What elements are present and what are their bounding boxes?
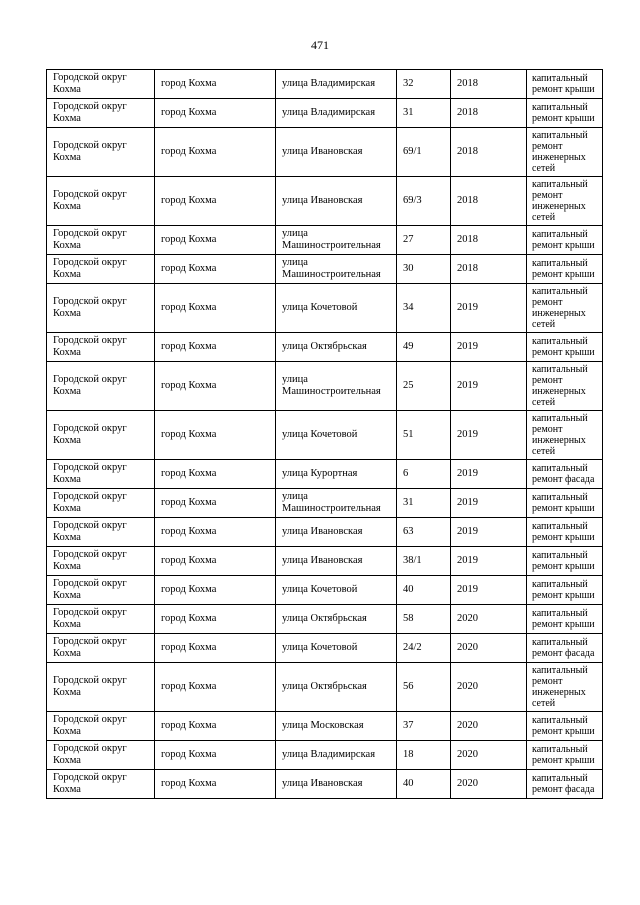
city-cell: город Кохма: [155, 284, 276, 333]
district-cell: Городской округ Кохма: [47, 576, 155, 605]
year-cell: 2018: [451, 128, 527, 177]
work-type-cell: капитальный ремонт крыши: [527, 99, 603, 128]
table-row: [47, 333, 603, 362]
table-row: [47, 547, 603, 576]
house-number-cell: 31: [397, 489, 451, 518]
street-cell: улица Владимирская: [276, 741, 397, 770]
work-type-cell: капитальный ремонт крыши: [527, 518, 603, 547]
street-cell: улица Машиностроительная: [276, 362, 397, 411]
year-cell: 2020: [451, 712, 527, 741]
city-cell: город Кохма: [155, 460, 276, 489]
house-number-cell: 6: [397, 460, 451, 489]
work-type-cell: капитальный ремонт крыши: [527, 489, 603, 518]
house-number-cell: 27: [397, 226, 451, 255]
street-cell: улица Кочетовой: [276, 284, 397, 333]
street-cell: улица Машиностроительная: [276, 226, 397, 255]
year-cell: 2019: [451, 411, 527, 460]
city-cell: город Кохма: [155, 605, 276, 634]
table-row: [47, 226, 603, 255]
table-row: [47, 70, 603, 99]
street-cell: улица Октябрьская: [276, 605, 397, 634]
city-cell: город Кохма: [155, 333, 276, 362]
year-cell: 2019: [451, 362, 527, 411]
table-row: [47, 489, 603, 518]
city-cell: город Кохма: [155, 576, 276, 605]
work-type-cell: капитальный ремонт фасада: [527, 634, 603, 663]
table-row: [47, 663, 603, 712]
house-number-cell: 30: [397, 255, 451, 284]
district-cell: Городской округ Кохма: [47, 605, 155, 634]
house-number-cell: 24/2: [397, 634, 451, 663]
year-cell: 2020: [451, 605, 527, 634]
work-type-cell: капитальный ремонт крыши: [527, 741, 603, 770]
street-cell: улица Кочетовой: [276, 576, 397, 605]
street-cell: улица Ивановская: [276, 177, 397, 226]
street-cell: улица Ивановская: [276, 547, 397, 576]
district-cell: Городской округ Кохма: [47, 284, 155, 333]
district-cell: Городской округ Кохма: [47, 770, 155, 799]
year-cell: 2018: [451, 99, 527, 128]
table-row: [47, 128, 603, 177]
city-cell: город Кохма: [155, 411, 276, 460]
table-row: [47, 518, 603, 547]
work-type-cell: капитальный ремонт инженерных сетей: [527, 128, 603, 177]
house-number-cell: 49: [397, 333, 451, 362]
district-cell: Городской округ Кохма: [47, 255, 155, 284]
district-cell: Городской округ Кохма: [47, 518, 155, 547]
work-type-cell: капитальный ремонт крыши: [527, 333, 603, 362]
district-cell: Городской округ Кохма: [47, 663, 155, 712]
table-row: [47, 411, 603, 460]
city-cell: город Кохма: [155, 547, 276, 576]
work-type-cell: капитальный ремонт инженерных сетей: [527, 411, 603, 460]
street-cell: улица Кочетовой: [276, 411, 397, 460]
district-cell: Городской округ Кохма: [47, 226, 155, 255]
city-cell: город Кохма: [155, 226, 276, 255]
page-number: 471: [311, 38, 329, 52]
city-cell: город Кохма: [155, 518, 276, 547]
house-number-cell: 32: [397, 70, 451, 99]
work-type-cell: капитальный ремонт крыши: [527, 605, 603, 634]
work-type-cell: капитальный ремонт инженерных сетей: [527, 177, 603, 226]
city-cell: город Кохма: [155, 177, 276, 226]
year-cell: 2020: [451, 770, 527, 799]
table-row: [47, 99, 603, 128]
work-type-cell: капитальный ремонт инженерных сетей: [527, 284, 603, 333]
house-number-cell: 69/1: [397, 128, 451, 177]
housing-repair-table: [46, 69, 603, 799]
work-type-cell: капитальный ремонт крыши: [527, 70, 603, 99]
table-row: [47, 255, 603, 284]
work-type-cell: капитальный ремонт крыши: [527, 712, 603, 741]
house-number-cell: 25: [397, 362, 451, 411]
work-type-cell: капитальный ремонт инженерных сетей: [527, 663, 603, 712]
table-row: [47, 177, 603, 226]
house-number-cell: 69/3: [397, 177, 451, 226]
street-cell: улица Ивановская: [276, 770, 397, 799]
district-cell: Городской округ Кохма: [47, 712, 155, 741]
city-cell: город Кохма: [155, 70, 276, 99]
district-cell: Городской округ Кохма: [47, 99, 155, 128]
house-number-cell: 63: [397, 518, 451, 547]
district-cell: Городской округ Кохма: [47, 362, 155, 411]
year-cell: 2019: [451, 576, 527, 605]
district-cell: Городской округ Кохма: [47, 460, 155, 489]
city-cell: город Кохма: [155, 770, 276, 799]
street-cell: улица Машиностроительная: [276, 255, 397, 284]
house-number-cell: 40: [397, 576, 451, 605]
house-number-cell: 51: [397, 411, 451, 460]
city-cell: город Кохма: [155, 362, 276, 411]
work-type-cell: капитальный ремонт фасада: [527, 460, 603, 489]
house-number-cell: 38/1: [397, 547, 451, 576]
street-cell: улица Ивановская: [276, 518, 397, 547]
street-cell: улица Ивановская: [276, 128, 397, 177]
work-type-cell: капитальный ремонт крыши: [527, 576, 603, 605]
house-number-cell: 37: [397, 712, 451, 741]
work-type-cell: капитальный ремонт крыши: [527, 255, 603, 284]
table-row: [47, 576, 603, 605]
table-row: [47, 362, 603, 411]
work-type-cell: капитальный ремонт инженерных сетей: [527, 362, 603, 411]
table-body: [47, 70, 603, 799]
table-row: [47, 770, 603, 799]
table-row: [47, 605, 603, 634]
city-cell: город Кохма: [155, 663, 276, 712]
house-number-cell: 40: [397, 770, 451, 799]
city-cell: город Кохма: [155, 489, 276, 518]
district-cell: Городской округ Кохма: [47, 70, 155, 99]
street-cell: улица Владимирская: [276, 70, 397, 99]
city-cell: город Кохма: [155, 712, 276, 741]
street-cell: улица Октябрьская: [276, 663, 397, 712]
district-cell: Городской округ Кохма: [47, 128, 155, 177]
city-cell: город Кохма: [155, 99, 276, 128]
house-number-cell: 18: [397, 741, 451, 770]
year-cell: 2019: [451, 518, 527, 547]
year-cell: 2019: [451, 547, 527, 576]
table-row: [47, 712, 603, 741]
street-cell: улица Московская: [276, 712, 397, 741]
year-cell: 2020: [451, 741, 527, 770]
city-cell: город Кохма: [155, 128, 276, 177]
house-number-cell: 58: [397, 605, 451, 634]
street-cell: улица Машиностроительная: [276, 489, 397, 518]
district-cell: Городской округ Кохма: [47, 634, 155, 663]
street-cell: улица Владимирская: [276, 99, 397, 128]
year-cell: 2018: [451, 255, 527, 284]
district-cell: Городской округ Кохма: [47, 547, 155, 576]
house-number-cell: 34: [397, 284, 451, 333]
district-cell: Городской округ Кохма: [47, 177, 155, 226]
city-cell: город Кохма: [155, 634, 276, 663]
year-cell: 2019: [451, 489, 527, 518]
year-cell: 2019: [451, 284, 527, 333]
table-row: [47, 284, 603, 333]
table-row: [47, 460, 603, 489]
year-cell: 2019: [451, 333, 527, 362]
year-cell: 2020: [451, 663, 527, 712]
year-cell: 2018: [451, 177, 527, 226]
city-cell: город Кохма: [155, 255, 276, 284]
year-cell: 2018: [451, 226, 527, 255]
district-cell: Городской округ Кохма: [47, 411, 155, 460]
district-cell: Городской округ Кохма: [47, 741, 155, 770]
year-cell: 2019: [451, 460, 527, 489]
year-cell: 2018: [451, 70, 527, 99]
street-cell: улица Кочетовой: [276, 634, 397, 663]
work-type-cell: капитальный ремонт фасада: [527, 770, 603, 799]
city-cell: город Кохма: [155, 741, 276, 770]
year-cell: 2020: [451, 634, 527, 663]
work-type-cell: капитальный ремонт крыши: [527, 547, 603, 576]
table-row: [47, 741, 603, 770]
street-cell: улица Курортная: [276, 460, 397, 489]
house-number-cell: 56: [397, 663, 451, 712]
work-type-cell: капитальный ремонт крыши: [527, 226, 603, 255]
table-row: [47, 634, 603, 663]
district-cell: Городской округ Кохма: [47, 333, 155, 362]
district-cell: Городской округ Кохма: [47, 489, 155, 518]
street-cell: улица Октябрьская: [276, 333, 397, 362]
house-number-cell: 31: [397, 99, 451, 128]
